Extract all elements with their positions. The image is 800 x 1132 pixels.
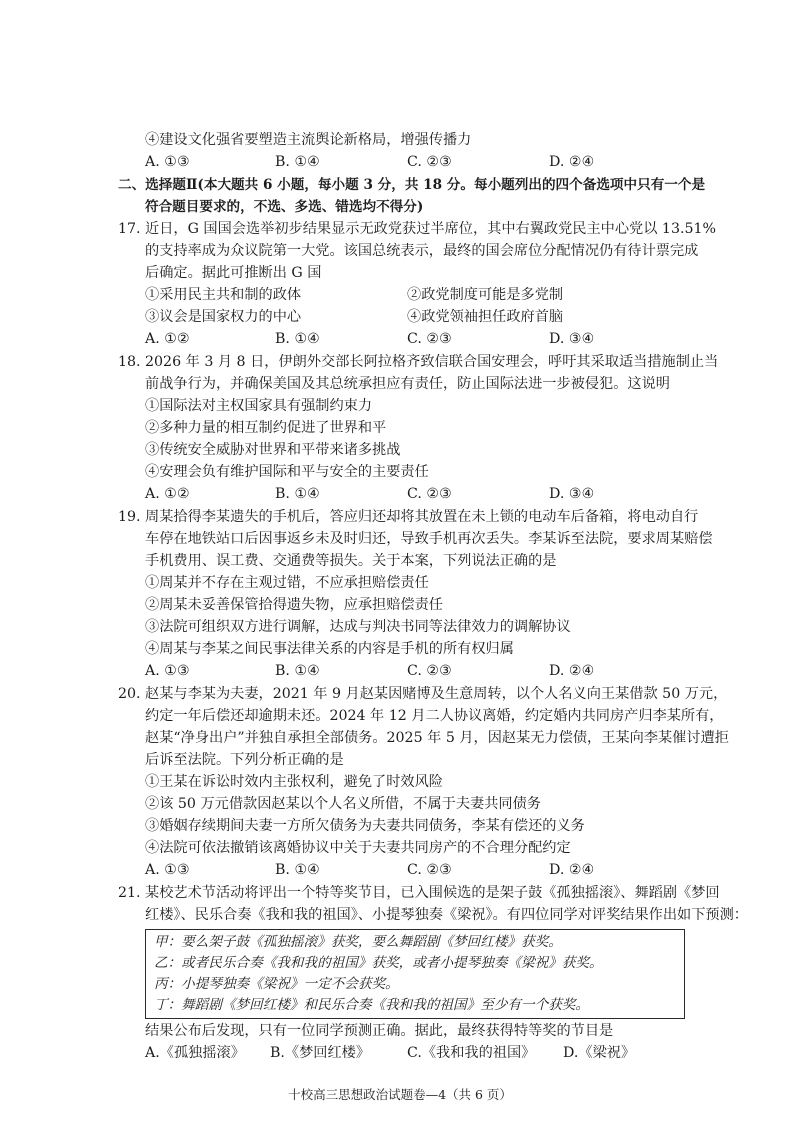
q20-options [145,860,685,880]
question-stem: 手机费用、误工费、交通费等损失。关于本案，下列说法正确的是 [145,553,557,569]
option-b: B. ①④ [275,486,320,502]
option-b: B. ①④ [275,663,320,679]
section-heading-cont: 符合题目要求的，不选、多选、错选均不得分) [145,199,424,215]
statement-item: ④安理会负有维护国际和平与安全的主要责任 [145,464,429,480]
prev-options [145,152,685,172]
question-number: 21. [118,885,141,901]
option-d: D. ③④ [549,331,595,347]
option-a: A. ①③ [145,862,190,878]
prediction-line: 丁：舞蹈剧《梦回红楼》和民乐合奏《我和我的祖国》至少有一个获奖。 [154,997,589,1013]
question-stem: 赵某与李某为夫妻，2021 年 9 月赵某因赌博及生意周转，以个人名义向王某借款 50 万元， [145,686,728,702]
option-a: A. ①② [145,331,190,347]
option-c: C. ②③ [407,486,452,502]
statement-item: ③议会是国家权力的中心 [145,309,302,325]
question-stem: 周某拾得李某遗失的手机后，答应归还却将其放置在未上锁的电动车后备箱，将电动自行 [145,509,699,525]
question-stem: 车停在地铁站口后因事返乡未及时归还，导致手机再次丢失。李某诉至法院，要求周某赔偿 [145,531,713,547]
statement-item: ①周某并不存在主观过错，不应承担赔偿责任 [145,575,429,591]
prediction-box [145,929,685,1019]
statement-item: ①国际法对主权国家具有强制约束力 [145,398,373,414]
option-c: C. ②③ [407,154,452,170]
q17-options [145,329,685,349]
option-c: C. ②③ [407,331,452,347]
question-stem: 后确定。据此可推断出 G 国 [145,265,322,281]
question-stem: 的支持率成为众议院第一大党。该国总统表示，最终的国会席位分配情况仍有待计票完成 [145,243,699,259]
option-b: B. ①④ [275,862,320,878]
option-c: C.《我和我的祖国》 [407,1045,536,1061]
option-b: B.《梦回红楼》 [270,1045,371,1061]
option-a: A. ①③ [145,663,190,679]
question-stem: 约定一年后偿还却逾期未还。2024 年 12 月二人协议离婚，约定婚内共同房产归李某所有， [145,708,724,724]
option-d: D. ②④ [549,663,595,679]
question-number: 19. [118,509,141,525]
statement-item: ①采用民主共和制的政体 [145,287,302,303]
statement-item: ④政党领袖担任政府首脑 [407,309,564,325]
question-stem: 赵某“净身出户”并独自承担全部债务。2025 年 5 月，因赵某无力偿债，王某向李某催讨遭拒 [145,730,729,746]
statement-item: ②周某未妥善保管拾得遗失物，应承担赔偿责任 [145,597,443,613]
option-d: D.《梁祝》 [563,1045,636,1061]
question-followup: 结果公布后发现，只有一位同学预测正确。据此，最终获得特等奖的节目是 [145,1023,614,1039]
statement-item: ③传统安全威胁对世界和平带来诸多挑战 [145,442,401,458]
option-a: A. ①② [145,486,190,502]
option-c: C. ②③ [407,663,452,679]
question-stem: 前战争行为，并确保美国及其总统承担应有责任，防止国际法进一步被侵犯。这说明 [145,376,670,392]
question-stem: 近日，G 国国会选举初步结果显示无政党获过半席位，其中右翼政党民主中心党以 13.51% [145,221,717,237]
question-stem: 某校艺术节活动将评出一个特等奖节目，已入围候选的是架子鼓《孤独摇滚》、舞蹈剧《梦回 [145,885,720,901]
statement-item: ②该 50 万元借款因赵某以个人名义所借，不属于夫妻共同债务 [145,796,541,812]
question-stem: 后诉至法院。下列分析正确的是 [145,752,344,768]
statement-item: ②多种力量的相互制约促进了世界和平 [145,420,387,436]
q19-options [145,661,685,681]
prev-item-4: ④建设文化强省要塑造主流舆论新格局，增强传播力 [145,132,472,148]
option-b: B. ①④ [275,154,320,170]
question-number: 17. [118,221,141,237]
question-stem: 2026 年 3 月 8 日，伊朗外交部长阿拉格齐致信联合国安理会，呼吁其采取适当措施制止当 [145,354,719,370]
option-d: D. ③④ [549,486,595,502]
prediction-line: 甲：要么架子鼓《孤独摇滚》获奖，要么舞蹈剧《梦回红楼》获奖。 [154,934,562,950]
option-d: D. ②④ [549,862,595,878]
prediction-line: 乙：或者民乐合奏《我和我的祖国》获奖，或者小提琴独奏《梁祝》获奖。 [154,955,603,971]
option-a: A. ①③ [145,154,190,170]
question-number: 20. [118,686,141,702]
statement-item: ②政党制度可能是多党制 [407,287,564,303]
page-footer: 十校高三思想政治试题卷—4（共 6 页） [288,1087,512,1102]
statement-item: ④法院可依法撤销该离婚协议中关于夫妻共同房产的不合理分配约定 [145,840,571,856]
q18-options [145,484,685,504]
section-heading: 二、选择题Ⅱ(本大题共 6 小题，每小题 3 分，共 18 分。每小题列出的四个备选项中只有一个是 [118,177,706,193]
option-c: C. ②③ [407,862,452,878]
option-b: B. ①④ [275,331,320,347]
option-a: A.《孤独摇滚》 [145,1045,245,1061]
question-number: 18. [118,354,141,370]
statement-item: ④周某与李某之间民事法律关系的内容是手机的所有权归属 [145,641,514,657]
question-stem: 红楼》、民乐合奏《我和我的祖国》、小提琴独奏《梁祝》。有四位同学对评奖结果作出如下预测： [145,907,748,923]
q21-options [145,1043,685,1063]
statement-item: ③婚姻存续期间夫妻一方所欠债务为夫妻共同债务，李某有偿还的义务 [145,818,585,834]
statement-item: ①王某在诉讼时效内主张权利，避免了时效风险 [145,774,443,790]
option-d: D. ②④ [549,154,595,170]
statement-item: ③法院可组织双方进行调解，达成与判决书同等法律效力的调解协议 [145,619,571,635]
prediction-line: 丙：小提琴独奏《梁祝》一定不会获奖。 [154,976,399,992]
